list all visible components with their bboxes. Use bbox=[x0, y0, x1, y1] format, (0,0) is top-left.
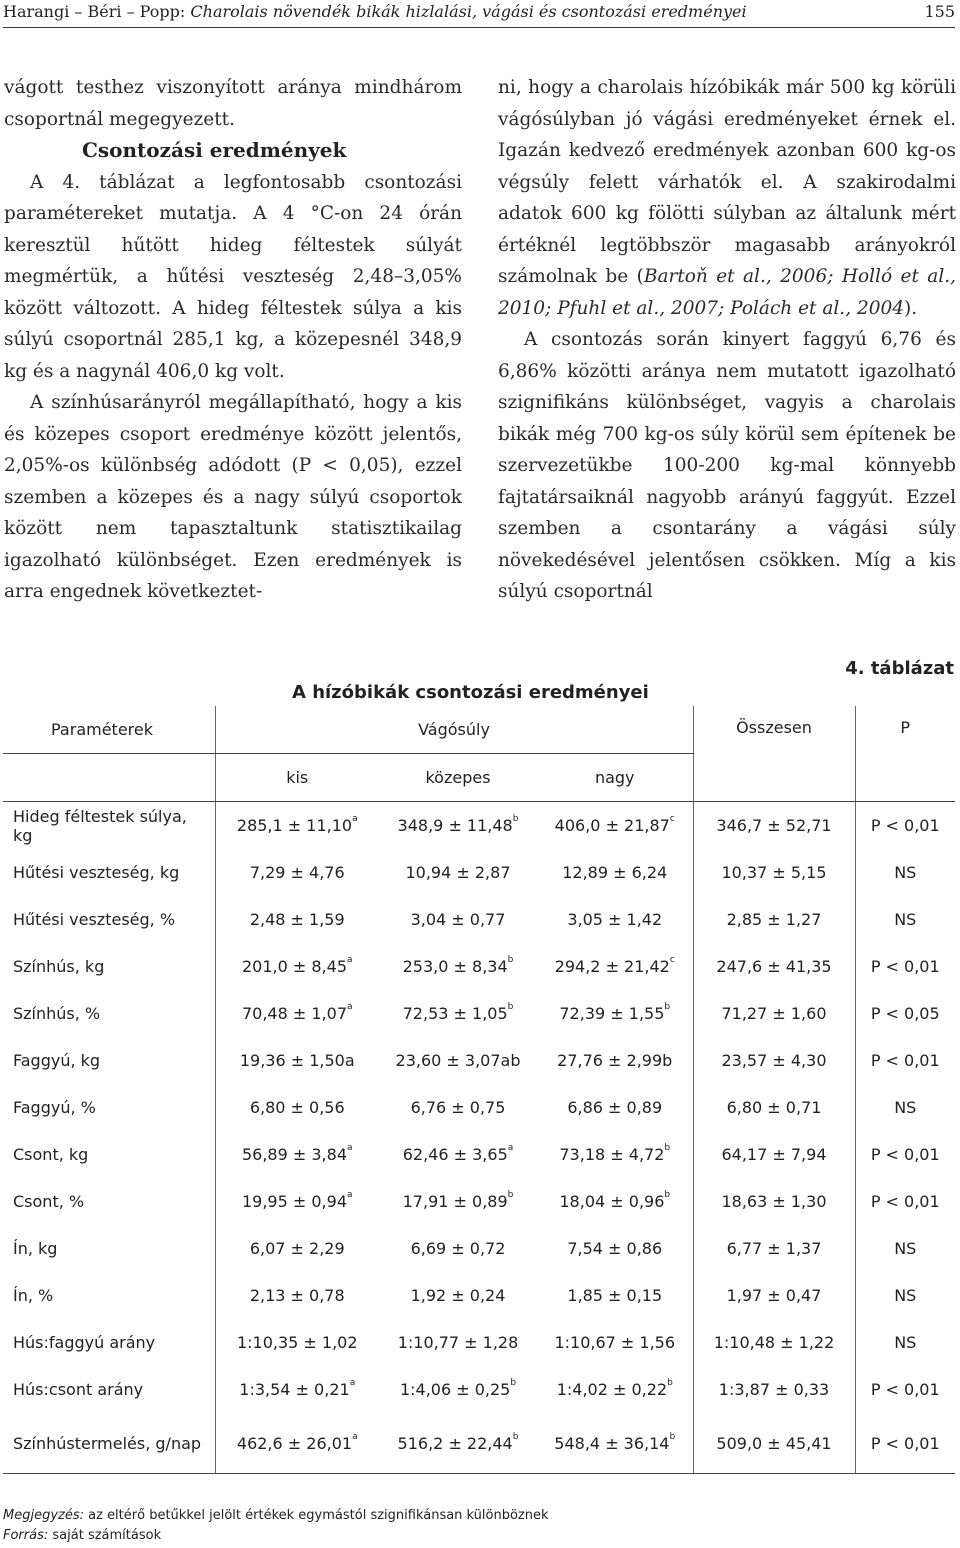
cell-kozepes bbox=[379, 990, 537, 1037]
cell-total: 71,27 ± 1,60 bbox=[693, 990, 855, 1037]
cell-value: 19,95 ± 0,94 bbox=[241, 1192, 347, 1211]
cell-value: 72,39 ± 1,55 bbox=[559, 1004, 665, 1023]
cell-value: 1:10,67 ± 1,56 bbox=[554, 1333, 676, 1352]
cell-total: 6,80 ± 0,71 bbox=[693, 1084, 855, 1131]
row-label: Hűtési veszteség, kg bbox=[13, 863, 180, 882]
significance-letter: a bbox=[352, 814, 358, 824]
row-label: Hűtési veszteség, % bbox=[13, 910, 176, 929]
cell-value: 6,80 ± 0,56 bbox=[249, 1098, 345, 1117]
paragraph bbox=[498, 72, 956, 324]
header-kis: kis bbox=[215, 754, 379, 802]
cell-value: 6,07 ± 2,29 bbox=[249, 1239, 345, 1258]
cell-kozepes bbox=[379, 1131, 537, 1178]
cell-p: P < 0,01 bbox=[855, 1178, 955, 1225]
significance-letter: a bbox=[352, 1431, 358, 1442]
cell-p: P < 0,01 bbox=[855, 1037, 955, 1084]
significance-letter: c bbox=[669, 955, 675, 965]
table-row bbox=[3, 943, 955, 990]
table-header-row bbox=[3, 706, 955, 754]
significance-letter: a bbox=[347, 955, 353, 965]
results-table bbox=[3, 706, 955, 1474]
cell-kis bbox=[215, 1084, 379, 1131]
cell-value: 294,2 ± 21,42 bbox=[554, 957, 670, 976]
cell-p: P < 0,01 bbox=[855, 1413, 955, 1474]
significance-letter: b bbox=[664, 1002, 671, 1012]
table-row bbox=[3, 1131, 955, 1178]
significance-letter: b bbox=[664, 1190, 671, 1200]
footnote-text: az eltérő betűkkel jelölt értékek egymástól szignifikánsan különböznek bbox=[88, 1508, 549, 1523]
cell-nagy bbox=[537, 1413, 693, 1474]
cell-value: 516,2 ± 22,44 bbox=[397, 1433, 513, 1453]
cell-nagy bbox=[537, 1225, 693, 1272]
cell-total: 6,77 ± 1,37 bbox=[693, 1225, 855, 1272]
running-head-title: Charolais növendék bikák hizlalási, vágási és csontozási eredményei bbox=[190, 2, 747, 21]
cell-value: 2,13 ± 0,78 bbox=[249, 1286, 345, 1305]
row-label: Csont, % bbox=[13, 1192, 85, 1211]
cell-kozepes bbox=[379, 802, 537, 850]
cell-total: 64,17 ± 7,94 bbox=[693, 1131, 855, 1178]
header-group: Vágósúly bbox=[215, 706, 693, 754]
cell-value: 56,89 ± 3,84 bbox=[241, 1145, 347, 1164]
cell-kis bbox=[215, 802, 379, 850]
significance-letter: a bbox=[347, 1002, 353, 1012]
cell-kis bbox=[215, 1413, 379, 1474]
cell-total: 18,63 ± 1,30 bbox=[693, 1178, 855, 1225]
cell-value: 1,85 ± 0,15 bbox=[567, 1286, 663, 1305]
cell-value: 1:10,77 ± 1,28 bbox=[397, 1333, 519, 1352]
cell-p: NS bbox=[855, 1225, 955, 1272]
cell-value: 1:4,06 ± 0,25 bbox=[399, 1380, 511, 1399]
cell-value: 7,29 ± 4,76 bbox=[249, 863, 345, 882]
cell-total: 509,0 ± 45,41 bbox=[693, 1413, 855, 1474]
table-row bbox=[3, 1366, 955, 1413]
cell-nagy bbox=[537, 943, 693, 990]
table-number: 4. táblázat bbox=[845, 658, 954, 679]
cell-kozepes bbox=[379, 896, 537, 943]
cell-value: 1:10,35 ± 1,02 bbox=[236, 1333, 358, 1352]
cell-p: NS bbox=[855, 1084, 955, 1131]
cell-nagy bbox=[537, 1366, 693, 1413]
cell-total: 1:10,48 ± 1,22 bbox=[693, 1319, 855, 1366]
cell-total: 346,7 ± 52,71 bbox=[693, 802, 855, 850]
cell-nagy bbox=[537, 1178, 693, 1225]
significance-letter: a bbox=[347, 1190, 353, 1200]
cell-value: 548,4 ± 36,14 bbox=[554, 1433, 670, 1453]
cell-kozepes bbox=[379, 1319, 537, 1366]
cell-kis bbox=[215, 1178, 379, 1225]
table-row bbox=[3, 990, 955, 1037]
cell-value: 462,6 ± 26,01 bbox=[236, 1433, 353, 1453]
table-row bbox=[3, 1037, 955, 1084]
row-label: Hideg féltestek súlya, kg bbox=[13, 806, 187, 845]
cell-value: 348,9 ± 11,48 bbox=[397, 816, 513, 835]
row-label: Hús:csont arány bbox=[13, 1380, 144, 1399]
header-param: Paraméterek bbox=[3, 706, 215, 754]
significance-letter: b bbox=[664, 1143, 671, 1153]
cell-value: 1:4,02 ± 0,22 bbox=[556, 1380, 668, 1399]
cell-value: 10,94 ± 2,87 bbox=[405, 863, 511, 882]
citations: Bartoň et al., 2006; Holló et al., 2010; Pfuhl et al., 2007; Polách et al., 2004 bbox=[498, 266, 956, 319]
row-label: Hús:faggyú arány bbox=[13, 1333, 156, 1352]
table-row bbox=[3, 1084, 955, 1131]
cell-value: 406,0 ± 21,87 bbox=[554, 816, 670, 835]
cell-kis bbox=[215, 990, 379, 1037]
cell-value: 3,04 ± 0,77 bbox=[410, 910, 506, 929]
cell-kis bbox=[215, 1366, 379, 1413]
table-title: A hízóbikák csontozási eredményei bbox=[292, 682, 649, 703]
cell-nagy bbox=[537, 1272, 693, 1319]
cell-p: NS bbox=[855, 1319, 955, 1366]
cell-p: NS bbox=[855, 849, 955, 896]
cell-value: 253,0 ± 8,34 bbox=[402, 957, 508, 976]
cell-nagy bbox=[537, 896, 693, 943]
right-column bbox=[498, 72, 956, 608]
cell-nagy bbox=[537, 1037, 693, 1084]
cell-value: 201,0 ± 8,45 bbox=[241, 957, 347, 976]
cell-kozepes bbox=[379, 849, 537, 896]
footnote-label: Megjegyzés: bbox=[3, 1508, 84, 1523]
cell-total: 10,37 ± 5,15 bbox=[693, 849, 855, 896]
table-body bbox=[3, 802, 955, 1474]
cell-kozepes bbox=[379, 1084, 537, 1131]
cell-value: 17,91 ± 0,89 bbox=[402, 1192, 508, 1211]
header-total: Összesen bbox=[693, 706, 855, 802]
cell-value: 12,89 ± 6,24 bbox=[562, 863, 668, 882]
table-row bbox=[3, 849, 955, 896]
cell-total: 1:3,87 ± 0,33 bbox=[693, 1366, 855, 1413]
row-label: Ín, % bbox=[13, 1286, 54, 1305]
paragraph: vágott testhez viszonyított aránya mindhárom csoportnál megegyezett. bbox=[4, 77, 462, 130]
significance-letter: c bbox=[669, 814, 675, 824]
significance-letter: b bbox=[512, 814, 519, 824]
cell-value: 6,86 ± 0,89 bbox=[567, 1098, 663, 1117]
cell-p: P < 0,01 bbox=[855, 943, 955, 990]
cell-p: P < 0,01 bbox=[855, 1366, 955, 1413]
cell-kozepes bbox=[379, 1225, 537, 1272]
cell-nagy bbox=[537, 802, 693, 850]
paragraph: A színhúsarányról megállapítható, hogy a kis és közepes csoport eredménye között jelentős, 2,05%-os különbség adódott (P < 0,05), ezzel szemben a közepes és a nagy súlyú csoportok között nem tapasztaltunk statisztikailag igazolható különbséget. Ezen eredmények is arra engednek következtet- bbox=[4, 392, 462, 602]
page-number: 155 bbox=[924, 2, 955, 21]
cell-value: 7,54 ± 0,86 bbox=[567, 1239, 663, 1258]
row-label: Faggyú, kg bbox=[13, 1051, 101, 1070]
significance-letter: b bbox=[510, 1378, 517, 1388]
cell-value: 6,69 ± 0,72 bbox=[410, 1239, 506, 1258]
cell-nagy bbox=[537, 1131, 693, 1178]
cell-kozepes bbox=[379, 1037, 537, 1084]
row-label: Színhús, % bbox=[13, 1004, 101, 1023]
significance-letter: b bbox=[507, 1190, 514, 1200]
cell-kis bbox=[215, 896, 379, 943]
cell-value: 72,53 ± 1,05 bbox=[402, 1004, 508, 1023]
source-note bbox=[3, 1528, 161, 1543]
header-p: P bbox=[855, 706, 955, 802]
cell-total: 247,6 ± 41,35 bbox=[693, 943, 855, 990]
row-label: Csont, kg bbox=[13, 1145, 89, 1164]
paragraph-text: ni, hogy a charolais hízóbikák már 500 kg körüli vágósúlyban jó vágási eredményeket érnek el. Igazán kedvező eredmények azonban 600 kg-os végsúly felett várhatók el. A szakirodalmi adatok 600 kg fölötti súlyban az általunk mért értéknél legtöbbször magasabb arányokról számolnak be ( bbox=[498, 77, 956, 287]
authors-text: Harangi – Béri – Popp: bbox=[3, 2, 186, 21]
source-label: Forrás: bbox=[3, 1528, 49, 1543]
running-head bbox=[3, 0, 955, 28]
cell-p: P < 0,01 bbox=[855, 1131, 955, 1178]
left-column bbox=[4, 72, 462, 608]
cell-kozepes bbox=[379, 1366, 537, 1413]
cell-nagy bbox=[537, 849, 693, 896]
significance-letter: a bbox=[507, 1143, 514, 1153]
paragraph-end: ). bbox=[904, 297, 918, 319]
cell-value: 73,18 ± 4,72 bbox=[559, 1145, 665, 1164]
cell-value: 62,46 ± 3,65 bbox=[402, 1145, 508, 1164]
table-row bbox=[3, 1225, 955, 1272]
header-kozepes: közepes bbox=[379, 754, 537, 802]
cell-p: P < 0,05 bbox=[855, 990, 955, 1037]
significance-letter: b bbox=[507, 955, 514, 965]
cell-value: 285,1 ± 11,10 bbox=[236, 816, 353, 835]
cell-value: 18,04 ± 0,96 bbox=[559, 1192, 665, 1211]
row-label: Színhústermelés, g/nap bbox=[3, 1413, 215, 1474]
cell-nagy bbox=[537, 990, 693, 1037]
cell-kozepes bbox=[379, 1272, 537, 1319]
table-row bbox=[3, 1178, 955, 1225]
row-label: Színhús, kg bbox=[13, 957, 105, 976]
cell-kozepes bbox=[379, 1178, 537, 1225]
cell-value: 1:3,54 ± 0,21 bbox=[239, 1380, 350, 1399]
cell-value: 19,36 ± 1,50a bbox=[239, 1051, 355, 1070]
cell-value: 6,76 ± 0,75 bbox=[410, 1098, 506, 1117]
cell-kozepes bbox=[379, 943, 537, 990]
cell-value: 27,76 ± 2,99b bbox=[557, 1051, 673, 1070]
cell-kis bbox=[215, 1319, 379, 1366]
cell-kis bbox=[215, 1037, 379, 1084]
table-row bbox=[3, 896, 955, 943]
row-label: Faggyú, % bbox=[13, 1098, 96, 1117]
cell-kis bbox=[215, 1131, 379, 1178]
cell-kis bbox=[215, 849, 379, 896]
significance-letter: a bbox=[347, 1143, 353, 1153]
significance-letter: b bbox=[507, 1002, 514, 1012]
cell-value: 2,48 ± 1,59 bbox=[249, 910, 345, 929]
cell-value: 1,92 ± 0,24 bbox=[410, 1286, 506, 1305]
cell-value: 3,05 ± 1,42 bbox=[567, 910, 663, 929]
cell-nagy bbox=[537, 1319, 693, 1366]
significance-letter: b bbox=[669, 1431, 676, 1442]
cell-total: 2,85 ± 1,27 bbox=[693, 896, 855, 943]
header-nagy: nagy bbox=[537, 754, 693, 802]
paragraph: A 4. táblázat a legfontosabb csontozási paramétereket mutatja. A 4 °C-on 24 órán keresztül hűtött hideg féltestek súlyát megmértük, a hűtési veszteség 2,48–3,05% között változott. A hideg féltestek súlya a kis súlyú csoportnál 285,1 kg, a közepesnél 348,9 kg és a nagynál 406,0 kg volt. bbox=[4, 171, 462, 382]
source-text: saját számítások bbox=[52, 1528, 162, 1543]
table-row bbox=[3, 1319, 955, 1366]
cell-total: 23,57 ± 4,30 bbox=[693, 1037, 855, 1084]
cell-kozepes bbox=[379, 1413, 537, 1474]
table-row bbox=[3, 802, 955, 850]
significance-letter: b bbox=[512, 1431, 519, 1442]
cell-total: 1,97 ± 0,47 bbox=[693, 1272, 855, 1319]
significance-letter: a bbox=[349, 1378, 356, 1388]
running-head-authors bbox=[3, 0, 747, 24]
cell-p: NS bbox=[855, 1272, 955, 1319]
significance-letter: b bbox=[667, 1378, 673, 1388]
table-row bbox=[3, 1413, 955, 1474]
cell-value: 23,60 ± 3,07ab bbox=[395, 1051, 521, 1070]
section-heading: Csontozási eredmények bbox=[82, 138, 347, 162]
paragraph: A csontozás során kinyert faggyú 6,76 és 6,86% közötti aránya nem mutatott igazolható szignifikáns különbséget, vagyis a charolais bikák még 700 kg-os súly körül sem építenek be szervezetükbe 100-200 kg-mal könnyebb fajtatársaiknál nagyobb arányú faggyút. Ezzel szemben a csontarány a vágási súly növekedésével jelentősen csökken. Míg a kis súlyú csoportnál bbox=[498, 329, 956, 602]
cell-p: NS bbox=[855, 896, 955, 943]
table-row bbox=[3, 1272, 955, 1319]
cell-value: 70,48 ± 1,07 bbox=[241, 1004, 347, 1023]
cell-kis bbox=[215, 1225, 379, 1272]
cell-kis bbox=[215, 1272, 379, 1319]
cell-kis bbox=[215, 943, 379, 990]
header-empty bbox=[3, 754, 215, 802]
row-label: Ín, kg bbox=[13, 1239, 58, 1258]
cell-p: P < 0,01 bbox=[855, 802, 955, 850]
footnote bbox=[3, 1508, 549, 1523]
cell-nagy bbox=[537, 1084, 693, 1131]
